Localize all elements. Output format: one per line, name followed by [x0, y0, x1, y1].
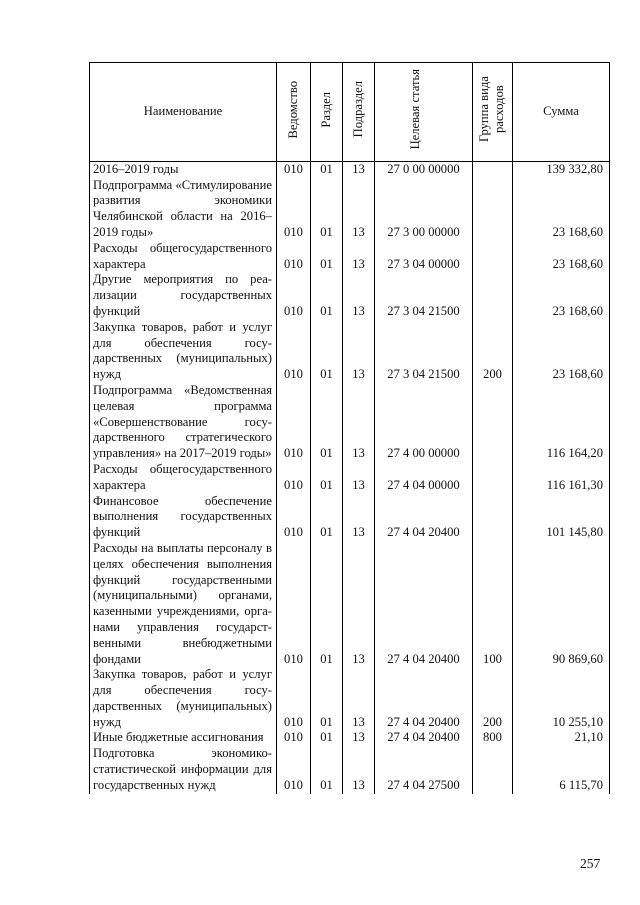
row-summa: 10 255,10 [513, 667, 610, 730]
row-vedomstvo: 010 [277, 383, 311, 462]
row-name: Расходы на выплаты персоналу в целях обеспечения выполнения функций государственными (муниципальными) органами, казенными учреждениями, органами управления государственными внебюджетными фондами [90, 541, 277, 667]
row-celevaya-statya: 27 4 04 20400 [375, 494, 473, 541]
row-summa: 23 168,60 [513, 241, 610, 273]
row-razdel: 01 [311, 383, 343, 462]
row-summa: 90 869,60 [513, 541, 610, 667]
table-row [90, 494, 610, 541]
row-gruppa [473, 241, 513, 273]
row-razdel: 01 [311, 541, 343, 667]
row-gruppa: 800 [473, 730, 513, 746]
row-summa: 101 145,80 [513, 494, 610, 541]
row-celevaya-statya: 27 3 04 21500 [375, 320, 473, 383]
table-row [90, 383, 610, 462]
row-name: Финансовое обеспечение выполнения государственных функций [90, 494, 277, 541]
header-name: Наименование [90, 63, 277, 162]
table-row [90, 272, 610, 319]
row-name: Расходы общегосударственного характера [90, 241, 277, 273]
row-razdel: 01 [311, 161, 343, 177]
table-row [90, 730, 610, 746]
row-summa: 23 168,60 [513, 272, 610, 319]
row-name: Закупка товаров, работ и услуг для обеспечения государственных (муниципальных) нужд [90, 667, 277, 730]
table-row [90, 178, 610, 241]
row-podrazdel: 13 [343, 462, 375, 494]
row-name: 2016–2019 годы [90, 161, 277, 177]
row-gruppa [473, 161, 513, 177]
table-row [90, 320, 610, 383]
table-row [90, 667, 610, 730]
row-podrazdel: 13 [343, 178, 375, 241]
row-celevaya-statya: 27 3 00 00000 [375, 178, 473, 241]
header-gruppa-vida-rashodov: Группа вида расходов [473, 63, 513, 162]
row-gruppa [473, 494, 513, 541]
row-gruppa [473, 462, 513, 494]
row-vedomstvo: 010 [277, 667, 311, 730]
row-name: Расходы общегосударственного характера [90, 462, 277, 494]
row-celevaya-statya: 27 4 04 20400 [375, 541, 473, 667]
row-podrazdel: 13 [343, 272, 375, 319]
row-summa: 23 168,60 [513, 320, 610, 383]
row-name: Подготовка экономико-статистической информации для государственных нужд [90, 746, 277, 793]
row-gruppa [473, 383, 513, 462]
row-summa: 23 168,60 [513, 178, 610, 241]
row-name: Иные бюджетные ассигнования [90, 730, 277, 746]
row-razdel: 01 [311, 272, 343, 319]
row-celevaya-statya: 27 0 00 00000 [375, 161, 473, 177]
row-vedomstvo: 010 [277, 272, 311, 319]
header-razdel: Раздел [311, 63, 343, 162]
row-vedomstvo: 010 [277, 462, 311, 494]
row-gruppa: 100 [473, 541, 513, 667]
row-razdel: 01 [311, 320, 343, 383]
row-vedomstvo: 010 [277, 178, 311, 241]
row-razdel: 01 [311, 462, 343, 494]
row-podrazdel: 13 [343, 161, 375, 177]
row-celevaya-statya: 27 4 00 00000 [375, 383, 473, 462]
header-vedomstvo: Ведомство [277, 63, 311, 162]
row-vedomstvo: 010 [277, 494, 311, 541]
row-summa: 116 164,20 [513, 383, 610, 462]
header-podrazdel: Подраздел [343, 63, 375, 162]
table-row [90, 541, 610, 667]
row-celevaya-statya: 27 4 04 20400 [375, 667, 473, 730]
row-vedomstvo: 010 [277, 541, 311, 667]
row-gruppa [473, 272, 513, 319]
page-number: 257 [580, 856, 601, 871]
row-gruppa [473, 178, 513, 241]
header-summa: Сумма [513, 63, 610, 162]
row-gruppa [473, 746, 513, 793]
row-razdel: 01 [311, 494, 343, 541]
row-vedomstvo: 010 [277, 730, 311, 746]
row-celevaya-statya: 27 3 04 00000 [375, 241, 473, 273]
row-vedomstvo: 010 [277, 161, 311, 177]
table-header-row [90, 63, 610, 162]
row-vedomstvo: 010 [277, 746, 311, 793]
row-name: Другие мероприятия по реализации государственных функций [90, 272, 277, 319]
row-podrazdel: 13 [343, 541, 375, 667]
row-podrazdel: 13 [343, 383, 375, 462]
row-celevaya-statya: 27 4 04 00000 [375, 462, 473, 494]
row-podrazdel: 13 [343, 241, 375, 273]
row-celevaya-statya: 27 3 04 21500 [375, 272, 473, 319]
budget-table [89, 62, 610, 794]
row-razdel: 01 [311, 746, 343, 793]
header-celevaya-statya: Целевая статья [375, 63, 473, 162]
row-razdel: 01 [311, 667, 343, 730]
row-podrazdel: 13 [343, 320, 375, 383]
row-celevaya-statya: 27 4 04 27500 [375, 746, 473, 793]
row-summa: 139 332,80 [513, 161, 610, 177]
row-podrazdel: 13 [343, 667, 375, 730]
row-summa: 21,10 [513, 730, 610, 746]
row-name: Закупка товаров, работ и услуг для обеспечения государственных (муниципальных) нужд [90, 320, 277, 383]
row-name: Подпрограмма «Стимулирование развития экономики Челябинской области на 2016–2019 годы» [90, 178, 277, 241]
row-vedomstvo: 010 [277, 241, 311, 273]
row-razdel: 01 [311, 178, 343, 241]
row-podrazdel: 13 [343, 746, 375, 793]
row-podrazdel: 13 [343, 730, 375, 746]
row-summa: 116 161,30 [513, 462, 610, 494]
row-name: Подпрограмма «Ведомственная целевая программа «Совершенствование государственного стратегического управления» на 2017–2019 годы» [90, 383, 277, 462]
row-razdel: 01 [311, 241, 343, 273]
row-razdel: 01 [311, 730, 343, 746]
row-vedomstvo: 010 [277, 320, 311, 383]
row-podrazdel: 13 [343, 494, 375, 541]
table-row [90, 241, 610, 273]
row-gruppa: 200 [473, 667, 513, 730]
table-row [90, 462, 610, 494]
row-gruppa: 200 [473, 320, 513, 383]
table-row [90, 746, 610, 793]
table-row [90, 161, 610, 177]
row-celevaya-statya: 27 4 04 20400 [375, 730, 473, 746]
row-summa: 6 115,70 [513, 746, 610, 793]
